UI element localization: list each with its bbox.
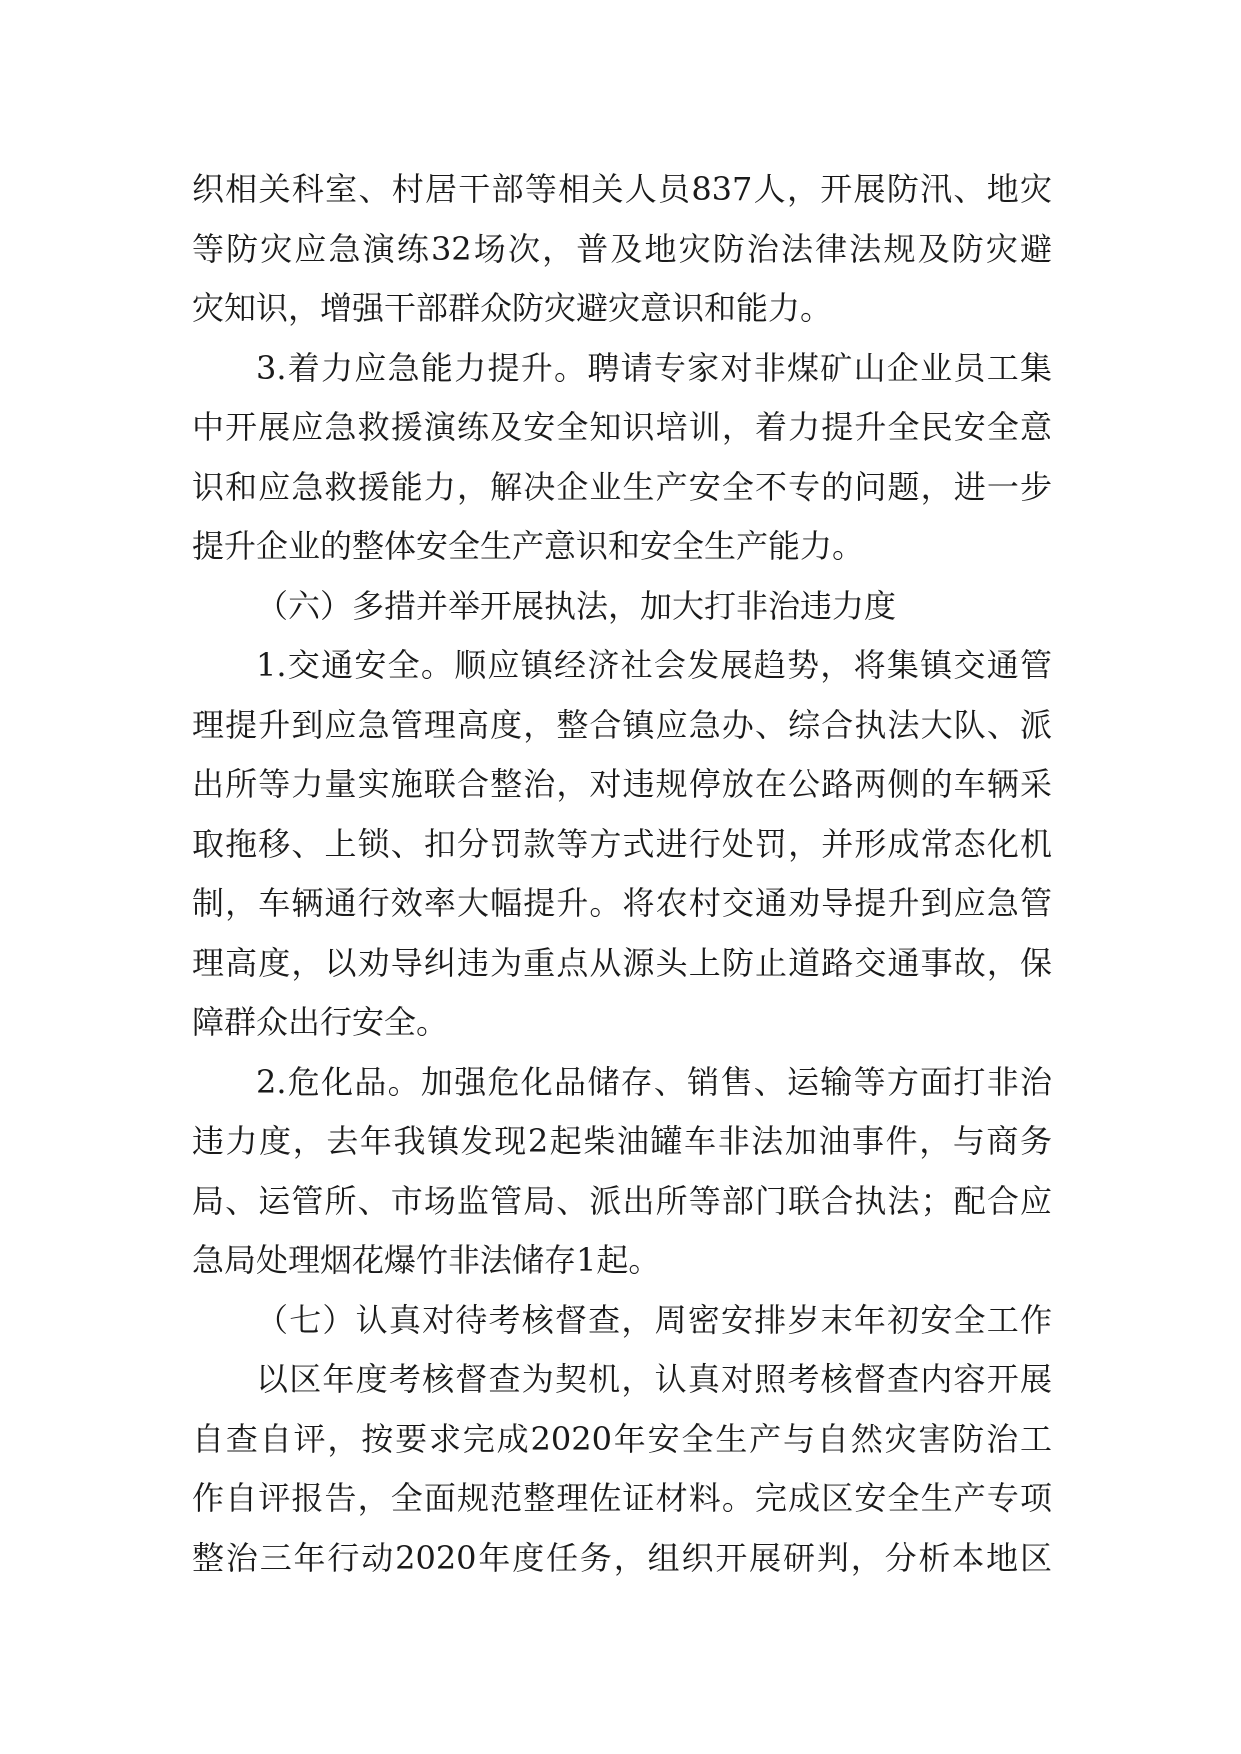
paragraph-line: 灾知识，增强干部群众防灾避灾意识和能力。 (192, 289, 833, 327)
paragraph-line: 违力度，去年我镇发现2起柴油罐车非法加油事件，与商务 (192, 1122, 1052, 1160)
paragraph-line: 以区年度考核督查为契机，认真对照考核督查内容开展 (256, 1360, 1052, 1398)
paragraph-line: 急局处理烟花爆竹非法储存1起。 (192, 1241, 661, 1279)
paragraph-line: 自查自评，按要求完成2020年安全生产与自然灾害防治工 (192, 1419, 1052, 1458)
paragraph-line: 出所等力量实施联合整治，对违规停放在公路两侧的车辆采 (192, 765, 1052, 803)
section-heading: （七）认真对待考核督查，周密安排岁末年初安全工作 (256, 1300, 1052, 1339)
paragraph-line: 1.交通安全。顺应镇经济社会发展趋势，将集镇交通管 (256, 646, 1052, 684)
paragraph-line: 制，车辆通行效率大幅提升。将农村交通劝导提升到应急管 (192, 884, 1052, 922)
paragraph-line: 理提升到应急管理高度，整合镇应急办、综合执法大队、派 (192, 705, 1052, 744)
paragraph-line: 等防灾应急演练32场次，普及地灾防治法律法规及防灾避 (192, 229, 1052, 268)
paragraph-line: 取拖移、上锁、扣分罚款等方式进行处罚，并形成常态化机 (192, 824, 1052, 863)
paragraph-line: 作自评报告，全面规范整理佐证材料。完成区安全生产专项 (192, 1479, 1052, 1517)
paragraph-line: 局、运管所、市场监管局、派出所等部门联合执法；配合应 (192, 1181, 1052, 1220)
paragraph-line: 理高度，以劝导纠违为重点从源头上防止道路交通事故，保 (192, 943, 1052, 982)
paragraph-line: 织相关科室、村居干部等相关人员837人，开展防汛、地灾 (192, 170, 1052, 208)
paragraph-line: 3.着力应急能力提升。聘请专家对非煤矿山企业员工集 (256, 348, 1052, 387)
document-body (192, 160, 1052, 1588)
paragraph-line: 中开展应急救援演练及安全知识培训，着力提升全民安全意 (192, 408, 1052, 446)
section-heading: （六）多措并举开展执法，加大打非治违力度 (256, 586, 897, 625)
paragraph-line: 识和应急救援能力，解决企业生产安全不专的问题，进一步 (192, 467, 1052, 506)
paragraph-line: 提升企业的整体安全生产意识和安全生产能力。 (192, 527, 865, 565)
paragraph-line: 整治三年行动2020年度任务，组织开展研判，分析本地区 (192, 1538, 1052, 1577)
paragraph-line: 2.危化品。加强危化品储存、销售、运输等方面打非治 (256, 1062, 1052, 1101)
paragraph-line: 障群众出行安全。 (192, 1003, 449, 1041)
